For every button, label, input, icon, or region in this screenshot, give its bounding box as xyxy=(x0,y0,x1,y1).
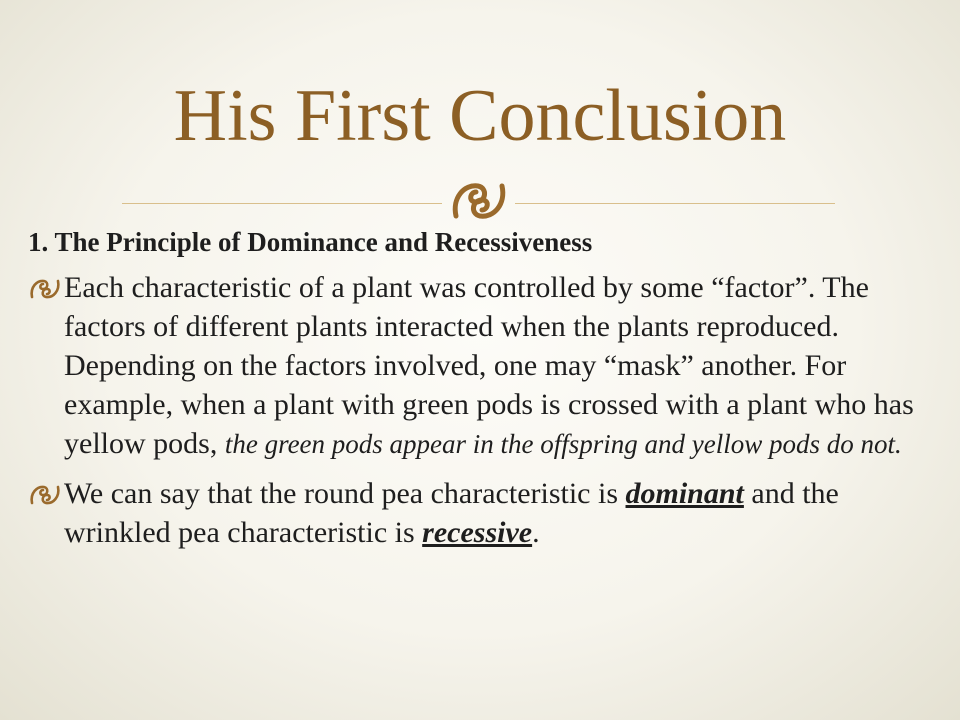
slide-title: His First Conclusion xyxy=(173,75,787,157)
bullet-text: Each characteristic of a plant was controlled by some “factor”. The factors of different plants interacted when the plants reproduced. Depending on the factors involved, one may “mask” another. For example, when a plant with green pods is crossed with a plant who has yellow pods, xyxy=(64,271,914,460)
dominant-term: dominant xyxy=(625,477,744,510)
slide-content xyxy=(28,222,938,562)
scroll-flourish-icon xyxy=(446,176,512,226)
principle-heading: 1. The Principle of Dominance and Recessiveness xyxy=(28,227,593,257)
recessive-term: recessive xyxy=(422,516,533,549)
bullet-text: We can say that the round pea characteristic is xyxy=(64,477,626,510)
bullet-text: and the wrinkled pea characteristic is xyxy=(64,477,839,549)
title-divider-right xyxy=(515,203,835,204)
bullet-text: . xyxy=(532,516,540,549)
title-divider-left xyxy=(122,203,442,204)
scroll-bullet-icon xyxy=(28,277,62,301)
bullet-italic-text: the green pods appear in the offspring and yellow pods do not. xyxy=(224,429,902,459)
bullet-item xyxy=(28,474,938,552)
scroll-bullet-icon xyxy=(28,483,62,507)
bullet-item xyxy=(28,268,938,464)
